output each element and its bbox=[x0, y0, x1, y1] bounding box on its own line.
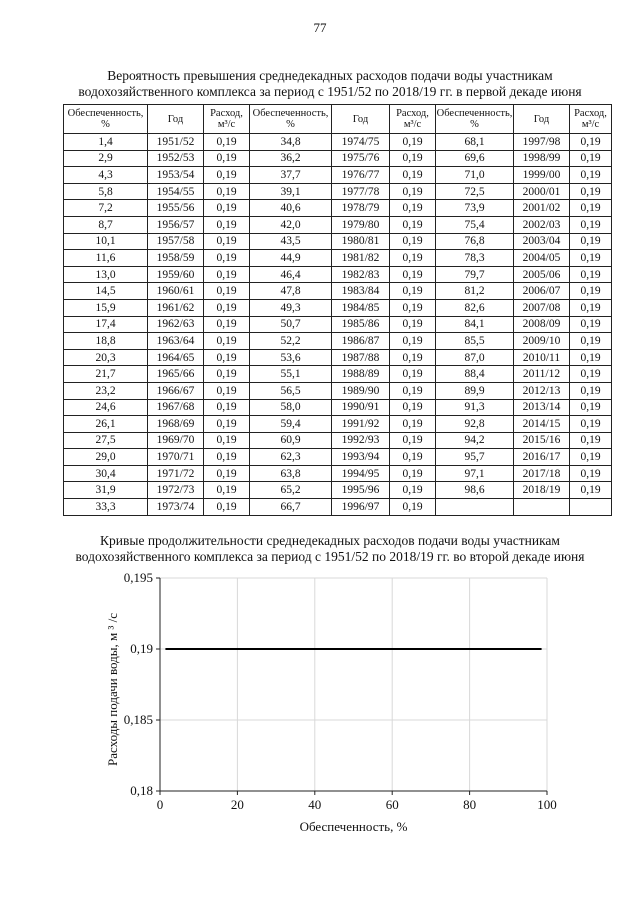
table-row bbox=[64, 250, 612, 267]
table-cell: 1974/75 bbox=[332, 134, 390, 151]
table-cell: 42,0 bbox=[250, 216, 332, 233]
table-cell: 1977/78 bbox=[332, 183, 390, 200]
table-cell: 97,1 bbox=[436, 465, 514, 482]
table-cell: 0,19 bbox=[390, 266, 436, 283]
table-cell: 1971/72 bbox=[148, 465, 204, 482]
table-cell: 0,19 bbox=[570, 299, 612, 316]
table-cell: 1997/98 bbox=[514, 134, 570, 151]
table-cell: 37,7 bbox=[250, 167, 332, 184]
y-tick-label: 0,185 bbox=[123, 712, 153, 727]
table-cell: 1967/68 bbox=[148, 399, 204, 416]
table-cell: 1980/81 bbox=[332, 233, 390, 250]
y-tick-label: 0,195 bbox=[123, 570, 153, 585]
table-cell: 1959/60 bbox=[148, 266, 204, 283]
table-cell: 2013/14 bbox=[514, 399, 570, 416]
table-header-cell: Обеспеченность, % bbox=[250, 105, 332, 134]
table-cell: 58,0 bbox=[250, 399, 332, 416]
table-cell: 1957/58 bbox=[148, 233, 204, 250]
table-cell: 79,7 bbox=[436, 266, 514, 283]
table-cell: 0,19 bbox=[204, 134, 250, 151]
table-cell: 53,6 bbox=[250, 349, 332, 366]
table-cell: 87,0 bbox=[436, 349, 514, 366]
chart-caption-line-2: водохозяйственного комплекса за период с 1951/52 по 2018/19 гг. во второй декаде июня bbox=[75, 549, 585, 564]
table-cell: 2001/02 bbox=[514, 200, 570, 217]
table-cell: 0,19 bbox=[570, 316, 612, 333]
table-cell: 1976/77 bbox=[332, 167, 390, 184]
table-cell: 0,19 bbox=[390, 299, 436, 316]
table-cell: 49,3 bbox=[250, 299, 332, 316]
table-cell: 1988/89 bbox=[332, 366, 390, 383]
table-header-cell: Год bbox=[332, 105, 390, 134]
table-cell: 30,4 bbox=[64, 465, 148, 482]
table-cell: 0,19 bbox=[204, 416, 250, 433]
table-header-row bbox=[64, 105, 612, 134]
table-cell: 0,19 bbox=[204, 200, 250, 217]
table-cell: 2010/11 bbox=[514, 349, 570, 366]
table-cell: 26,1 bbox=[64, 416, 148, 433]
table-cell: 0,19 bbox=[390, 233, 436, 250]
table-cell: 0,19 bbox=[570, 349, 612, 366]
table-cell: 0,19 bbox=[570, 183, 612, 200]
table-caption-line-1: Вероятность превышения среднедекадных расходов подачи воды участникам bbox=[107, 68, 553, 83]
table-cell: 92,8 bbox=[436, 416, 514, 433]
table-cell: 2007/08 bbox=[514, 299, 570, 316]
table-cell: 0,19 bbox=[204, 299, 250, 316]
table-cell: 2017/18 bbox=[514, 465, 570, 482]
table-cell: 1965/66 bbox=[148, 366, 204, 383]
table-cell: 2015/16 bbox=[514, 432, 570, 449]
table-cell: 0,19 bbox=[204, 449, 250, 466]
table-cell: 2000/01 bbox=[514, 183, 570, 200]
table-cell: 1953/54 bbox=[148, 167, 204, 184]
table-cell: 52,2 bbox=[250, 333, 332, 350]
table-cell: 0,19 bbox=[570, 416, 612, 433]
table-cell: 0,19 bbox=[570, 250, 612, 267]
table-cell: 1969/70 bbox=[148, 432, 204, 449]
table-row bbox=[64, 482, 612, 499]
table-cell: 1960/61 bbox=[148, 283, 204, 300]
table-cell: 2,9 bbox=[64, 150, 148, 167]
table-row bbox=[64, 382, 612, 399]
table-cell: 0,19 bbox=[390, 399, 436, 416]
table-cell: 94,2 bbox=[436, 432, 514, 449]
table-cell: 39,1 bbox=[250, 183, 332, 200]
table-caption-line-2: водохозяйственного комплекса за период с 1951/52 по 2018/19 гг. в первой декаде июня bbox=[78, 84, 582, 99]
table-cell: 0,19 bbox=[570, 465, 612, 482]
table-cell: 88,4 bbox=[436, 366, 514, 383]
table-cell: 0,19 bbox=[204, 349, 250, 366]
table-cell: 66,7 bbox=[250, 499, 332, 516]
table-cell: 11,6 bbox=[64, 250, 148, 267]
table-cell: 1989/90 bbox=[332, 382, 390, 399]
table-cell: 46,4 bbox=[250, 266, 332, 283]
table-cell bbox=[514, 499, 570, 516]
table-cell: 36,2 bbox=[250, 150, 332, 167]
table-cell: 0,19 bbox=[390, 432, 436, 449]
table-cell: 0,19 bbox=[204, 316, 250, 333]
table-cell: 17,4 bbox=[64, 316, 148, 333]
table-cell: 0,19 bbox=[570, 134, 612, 151]
y-tick-label: 0,18 bbox=[130, 783, 153, 798]
chart-caption-line-1: Кривые продолжительности среднедекадных расходов подачи воды участникам bbox=[100, 533, 560, 548]
table-cell: 1978/79 bbox=[332, 200, 390, 217]
table-cell: 5,8 bbox=[64, 183, 148, 200]
table-cell: 0,19 bbox=[204, 283, 250, 300]
table-cell: 0,19 bbox=[204, 382, 250, 399]
table-cell: 0,19 bbox=[204, 499, 250, 516]
table-cell: 60,9 bbox=[250, 432, 332, 449]
table-cell: 27,5 bbox=[64, 432, 148, 449]
table-row bbox=[64, 233, 612, 250]
table-cell: 0,19 bbox=[390, 499, 436, 516]
probability-table bbox=[63, 104, 612, 516]
table-cell: 0,19 bbox=[204, 465, 250, 482]
table-cell: 73,9 bbox=[436, 200, 514, 217]
table-row bbox=[64, 349, 612, 366]
table-cell: 68,1 bbox=[436, 134, 514, 151]
table-cell: 8,7 bbox=[64, 216, 148, 233]
table-cell: 69,6 bbox=[436, 150, 514, 167]
table-row bbox=[64, 449, 612, 466]
table-cell: 24,6 bbox=[64, 399, 148, 416]
table-header-cell: Расход, м³/с bbox=[570, 105, 612, 134]
table-cell: 0,19 bbox=[570, 233, 612, 250]
table-cell: 23,2 bbox=[64, 382, 148, 399]
table-cell: 81,2 bbox=[436, 283, 514, 300]
table-cell: 98,6 bbox=[436, 482, 514, 499]
table-cell: 0,19 bbox=[204, 233, 250, 250]
table-cell: 44,9 bbox=[250, 250, 332, 267]
table-row bbox=[64, 299, 612, 316]
table-header-cell: Год bbox=[514, 105, 570, 134]
x-tick-label: 40 bbox=[308, 797, 322, 812]
table-cell: 2016/17 bbox=[514, 449, 570, 466]
table-cell: 0,19 bbox=[390, 349, 436, 366]
x-tick-label: 20 bbox=[230, 797, 244, 812]
table-cell: 0,19 bbox=[204, 150, 250, 167]
table-cell: 0,19 bbox=[390, 333, 436, 350]
table-cell: 0,19 bbox=[390, 200, 436, 217]
table-cell: 95,7 bbox=[436, 449, 514, 466]
table-cell: 43,5 bbox=[250, 233, 332, 250]
table-row bbox=[64, 150, 612, 167]
table-cell: 0,19 bbox=[390, 250, 436, 267]
table-row bbox=[64, 200, 612, 217]
table-cell: 76,8 bbox=[436, 233, 514, 250]
table-cell: 0,19 bbox=[390, 449, 436, 466]
table-cell: 0,19 bbox=[570, 432, 612, 449]
table-cell: 1963/64 bbox=[148, 333, 204, 350]
table-cell: 2003/04 bbox=[514, 233, 570, 250]
table-cell: 1972/73 bbox=[148, 482, 204, 499]
x-tick-label: 100 bbox=[537, 797, 557, 812]
table-cell: 0,19 bbox=[570, 449, 612, 466]
table-row bbox=[64, 465, 612, 482]
table-cell: 0,19 bbox=[390, 465, 436, 482]
table-cell: 1987/88 bbox=[332, 349, 390, 366]
table-cell: 0,19 bbox=[570, 382, 612, 399]
x-tick-label: 80 bbox=[463, 797, 477, 812]
table-cell: 1956/57 bbox=[148, 216, 204, 233]
table-header-cell: Расход, м³/с bbox=[390, 105, 436, 134]
table-cell: 0,19 bbox=[204, 366, 250, 383]
table-cell: 40,6 bbox=[250, 200, 332, 217]
table-cell: 31,9 bbox=[64, 482, 148, 499]
table-cell: 0,19 bbox=[204, 167, 250, 184]
table-cell: 2008/09 bbox=[514, 316, 570, 333]
table-cell: 0,19 bbox=[204, 432, 250, 449]
table-cell: 82,6 bbox=[436, 299, 514, 316]
table-cell: 85,5 bbox=[436, 333, 514, 350]
table-row bbox=[64, 316, 612, 333]
table-row bbox=[64, 432, 612, 449]
table-cell: 78,3 bbox=[436, 250, 514, 267]
table-cell: 1991/92 bbox=[332, 416, 390, 433]
table-cell: 34,8 bbox=[250, 134, 332, 151]
table-header-cell: Год bbox=[148, 105, 204, 134]
table-cell: 72,5 bbox=[436, 183, 514, 200]
table-cell: 1982/83 bbox=[332, 266, 390, 283]
table-cell: 15,9 bbox=[64, 299, 148, 316]
table-row bbox=[64, 167, 612, 184]
table-cell: 0,19 bbox=[390, 167, 436, 184]
y-axis-label: Расходы подачи воды, м ³ /с bbox=[105, 612, 120, 767]
table-cell: 0,19 bbox=[204, 399, 250, 416]
table-cell: 1955/56 bbox=[148, 200, 204, 217]
table-cell: 1954/55 bbox=[148, 183, 204, 200]
table-cell: 1993/94 bbox=[332, 449, 390, 466]
table-cell: 0,19 bbox=[570, 283, 612, 300]
table-cell: 33,3 bbox=[64, 499, 148, 516]
table-row bbox=[64, 266, 612, 283]
table-cell: 1990/91 bbox=[332, 399, 390, 416]
table-cell: 4,3 bbox=[64, 167, 148, 184]
table-cell: 0,19 bbox=[204, 482, 250, 499]
table-cell: 21,7 bbox=[64, 366, 148, 383]
table-cell: 1952/53 bbox=[148, 150, 204, 167]
table-row bbox=[64, 216, 612, 233]
table-cell: 1999/00 bbox=[514, 167, 570, 184]
table-body bbox=[64, 134, 612, 516]
table-cell: 0,19 bbox=[570, 150, 612, 167]
table-cell: 65,2 bbox=[250, 482, 332, 499]
table-header-cell: Обеспеченность, % bbox=[436, 105, 514, 134]
table-cell: 0,19 bbox=[570, 366, 612, 383]
table-cell: 0,19 bbox=[570, 333, 612, 350]
table-cell: 1,4 bbox=[64, 134, 148, 151]
table-cell: 0,19 bbox=[204, 266, 250, 283]
table-cell: 2014/15 bbox=[514, 416, 570, 433]
table-cell: 1985/86 bbox=[332, 316, 390, 333]
table-cell: 2004/05 bbox=[514, 250, 570, 267]
table-cell: 55,1 bbox=[250, 366, 332, 383]
table-row bbox=[64, 366, 612, 383]
table-cell: 71,0 bbox=[436, 167, 514, 184]
table-cell: 2012/13 bbox=[514, 382, 570, 399]
table-cell: 0,19 bbox=[570, 482, 612, 499]
duration-curve-chart bbox=[0, 565, 640, 845]
chart-caption bbox=[50, 533, 610, 565]
table-cell: 0,19 bbox=[390, 183, 436, 200]
table-cell: 1994/95 bbox=[332, 465, 390, 482]
table-cell: 91,3 bbox=[436, 399, 514, 416]
table-cell: 10,1 bbox=[64, 233, 148, 250]
x-tick-label: 60 bbox=[385, 797, 399, 812]
table-cell: 1958/59 bbox=[148, 250, 204, 267]
table-cell: 1981/82 bbox=[332, 250, 390, 267]
table-cell: 1970/71 bbox=[148, 449, 204, 466]
y-tick-label: 0,19 bbox=[130, 641, 153, 656]
table-row bbox=[64, 283, 612, 300]
table-cell: 14,5 bbox=[64, 283, 148, 300]
table-cell: 13,0 bbox=[64, 266, 148, 283]
table-cell: 2011/12 bbox=[514, 366, 570, 383]
table-cell: 1975/76 bbox=[332, 150, 390, 167]
table-cell: 2018/19 bbox=[514, 482, 570, 499]
table-cell bbox=[570, 499, 612, 516]
table-cell: 0,19 bbox=[390, 150, 436, 167]
table-cell: 2005/06 bbox=[514, 266, 570, 283]
table-cell: 89,9 bbox=[436, 382, 514, 399]
table-cell: 0,19 bbox=[204, 183, 250, 200]
table-cell: 0,19 bbox=[204, 333, 250, 350]
table-cell: 0,19 bbox=[570, 399, 612, 416]
table-header-cell: Расход, м³/с bbox=[204, 105, 250, 134]
table-cell: 0,19 bbox=[390, 416, 436, 433]
table-cell: 1992/93 bbox=[332, 432, 390, 449]
table-cell: 0,19 bbox=[570, 216, 612, 233]
table-cell: 0,19 bbox=[390, 134, 436, 151]
table-cell: 63,8 bbox=[250, 465, 332, 482]
table-row bbox=[64, 499, 612, 516]
table-caption bbox=[50, 68, 610, 100]
table-cell: 0,19 bbox=[570, 167, 612, 184]
table-cell: 1968/69 bbox=[148, 416, 204, 433]
table-row bbox=[64, 399, 612, 416]
table-cell: 1983/84 bbox=[332, 283, 390, 300]
table-cell: 1979/80 bbox=[332, 216, 390, 233]
table-cell: 62,3 bbox=[250, 449, 332, 466]
table-cell: 0,19 bbox=[204, 216, 250, 233]
x-tick-label: 0 bbox=[156, 797, 164, 812]
table-cell: 0,19 bbox=[570, 200, 612, 217]
table-cell: 59,4 bbox=[250, 416, 332, 433]
table-cell: 2006/07 bbox=[514, 283, 570, 300]
table-cell: 1986/87 bbox=[332, 333, 390, 350]
table-cell: 0,19 bbox=[390, 216, 436, 233]
table-cell: 18,8 bbox=[64, 333, 148, 350]
table-cell: 1973/74 bbox=[148, 499, 204, 516]
table-cell: 0,19 bbox=[390, 283, 436, 300]
table-cell: 1962/63 bbox=[148, 316, 204, 333]
table-cell: 7,2 bbox=[64, 200, 148, 217]
table-cell: 29,0 bbox=[64, 449, 148, 466]
table-cell: 20,3 bbox=[64, 349, 148, 366]
table-cell: 50,7 bbox=[250, 316, 332, 333]
table-cell: 0,19 bbox=[570, 266, 612, 283]
table-row bbox=[64, 134, 612, 151]
table-cell: 1951/52 bbox=[148, 134, 204, 151]
table-cell: 1961/62 bbox=[148, 299, 204, 316]
table-cell: 0,19 bbox=[390, 382, 436, 399]
table-cell: 56,5 bbox=[250, 382, 332, 399]
x-axis-label: Обеспеченность, % bbox=[299, 819, 408, 834]
table-cell: 1998/99 bbox=[514, 150, 570, 167]
table-cell bbox=[436, 499, 514, 516]
table-cell: 0,19 bbox=[390, 316, 436, 333]
table-cell: 1996/97 bbox=[332, 499, 390, 516]
table-row bbox=[64, 416, 612, 433]
table-cell: 1984/85 bbox=[332, 299, 390, 316]
table-cell: 84,1 bbox=[436, 316, 514, 333]
table-cell: 2002/03 bbox=[514, 216, 570, 233]
table-cell: 0,19 bbox=[390, 366, 436, 383]
table-row bbox=[64, 333, 612, 350]
table-cell: 0,19 bbox=[204, 250, 250, 267]
table-cell: 0,19 bbox=[390, 482, 436, 499]
table-header-cell: Обеспеченность, % bbox=[64, 105, 148, 134]
table-cell: 2009/10 bbox=[514, 333, 570, 350]
table-cell: 1966/67 bbox=[148, 382, 204, 399]
page-number: 77 bbox=[313, 20, 327, 35]
table-cell: 47,8 bbox=[250, 283, 332, 300]
table-cell: 75,4 bbox=[436, 216, 514, 233]
table-cell: 1964/65 bbox=[148, 349, 204, 366]
table-row bbox=[64, 183, 612, 200]
table-cell: 1995/96 bbox=[332, 482, 390, 499]
